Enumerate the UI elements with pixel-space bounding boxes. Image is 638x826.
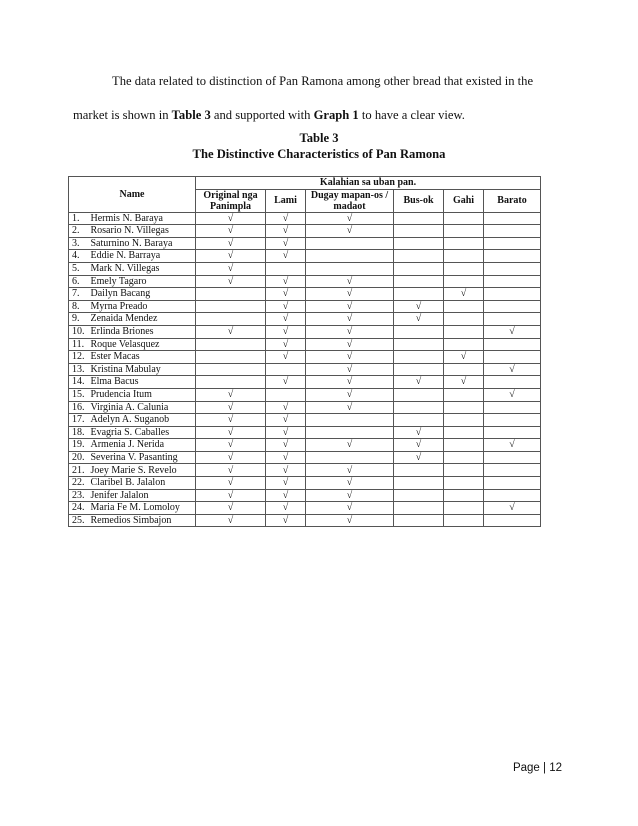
check-mark-cell: √ [196, 250, 266, 263]
check-mark-cell: √ [484, 325, 541, 338]
empty-cell [196, 376, 266, 389]
empty-cell [306, 451, 394, 464]
check-mark-cell: √ [266, 514, 306, 527]
empty-cell [484, 288, 541, 301]
table-row [69, 363, 541, 376]
table-row [69, 477, 541, 490]
row-number: 23. [69, 489, 89, 502]
check-mark-cell: √ [196, 237, 266, 250]
empty-cell [444, 477, 484, 490]
characteristics-table [68, 176, 541, 527]
empty-cell [444, 250, 484, 263]
check-mark-cell: √ [196, 477, 266, 490]
check-mark-cell: √ [266, 414, 306, 427]
empty-cell [444, 502, 484, 515]
respondent-name: Maria Fe M. Lomoloy [89, 502, 196, 515]
row-number: 10. [69, 325, 89, 338]
check-mark-cell: √ [306, 212, 394, 225]
empty-cell [444, 363, 484, 376]
check-mark-cell: √ [196, 414, 266, 427]
check-mark-cell: √ [306, 225, 394, 238]
intro-paragraph-line1: The data related to distinction of Pan Ramona among other bread that existed in the [112, 74, 534, 88]
intro-text: to have a clear view. [358, 108, 465, 122]
row-number: 7. [69, 288, 89, 301]
empty-cell [484, 225, 541, 238]
respondent-name: Roque Velasquez [89, 338, 196, 351]
empty-cell [484, 237, 541, 250]
group-header: Kalahian sa uban pan. [196, 177, 541, 190]
respondent-name: Virginia A. Calunia [89, 401, 196, 414]
empty-cell [394, 288, 444, 301]
check-mark-cell: √ [266, 250, 306, 263]
table-row [69, 338, 541, 351]
empty-cell [394, 262, 444, 275]
empty-cell [444, 451, 484, 464]
check-mark-cell: √ [394, 313, 444, 326]
check-mark-cell: √ [484, 502, 541, 515]
empty-cell [394, 401, 444, 414]
empty-cell [484, 414, 541, 427]
check-mark-cell: √ [266, 338, 306, 351]
empty-cell [484, 464, 541, 477]
column-header: Gahi [444, 189, 484, 212]
check-mark-cell: √ [306, 325, 394, 338]
intro-text: market is shown in [73, 108, 172, 122]
empty-cell [484, 275, 541, 288]
respondent-name: Dailyn Bacang [89, 288, 196, 301]
respondent-name: Emely Tagaro [89, 275, 196, 288]
respondent-name: Armenia J. Nerida [89, 439, 196, 452]
respondent-name: Saturnino N. Baraya [89, 237, 196, 250]
table-row [69, 288, 541, 301]
table-body [69, 212, 541, 527]
respondent-name: Rosario N. Villegas [89, 225, 196, 238]
empty-cell [196, 300, 266, 313]
check-mark-cell: √ [266, 401, 306, 414]
empty-cell [394, 502, 444, 515]
respondent-name: Mark N. Villegas [89, 262, 196, 275]
empty-cell [484, 300, 541, 313]
check-mark-cell: √ [444, 288, 484, 301]
empty-cell [394, 225, 444, 238]
empty-cell [444, 464, 484, 477]
check-mark-cell: √ [196, 451, 266, 464]
check-mark-cell: √ [394, 451, 444, 464]
table-row [69, 502, 541, 515]
empty-cell [484, 262, 541, 275]
check-mark-cell: √ [306, 477, 394, 490]
check-mark-cell: √ [306, 300, 394, 313]
empty-cell [394, 363, 444, 376]
check-mark-cell: √ [306, 338, 394, 351]
table-row [69, 325, 541, 338]
empty-cell [196, 363, 266, 376]
respondent-name: Erlinda Briones [89, 325, 196, 338]
empty-cell [266, 262, 306, 275]
respondent-name: Myrna Preado [89, 300, 196, 313]
row-number: 18. [69, 426, 89, 439]
empty-cell [484, 514, 541, 527]
table-row [69, 275, 541, 288]
empty-cell [444, 514, 484, 527]
empty-cell [266, 388, 306, 401]
check-mark-cell: √ [196, 388, 266, 401]
row-number: 20. [69, 451, 89, 464]
check-mark-cell: √ [196, 489, 266, 502]
check-mark-cell: √ [196, 464, 266, 477]
check-mark-cell: √ [266, 439, 306, 452]
check-mark-cell: √ [266, 225, 306, 238]
table-title: The Distinctive Characteristics of Pan Ramona [192, 147, 446, 161]
check-mark-cell: √ [266, 351, 306, 364]
table-row [69, 237, 541, 250]
intro-paragraph-line2 [73, 108, 573, 123]
check-mark-cell: √ [306, 376, 394, 389]
table-row [69, 451, 541, 464]
respondent-name: Elma Bacus [89, 376, 196, 389]
respondent-name: Severina V. Pasanting [89, 451, 196, 464]
empty-cell [484, 489, 541, 502]
check-mark-cell: √ [484, 363, 541, 376]
check-mark-cell: √ [394, 426, 444, 439]
empty-cell [484, 426, 541, 439]
empty-cell [484, 313, 541, 326]
empty-cell [306, 262, 394, 275]
empty-cell [484, 250, 541, 263]
empty-cell [484, 451, 541, 464]
check-mark-cell: √ [266, 376, 306, 389]
column-header: Lami [266, 189, 306, 212]
row-number: 12. [69, 351, 89, 364]
empty-cell [196, 288, 266, 301]
check-mark-cell: √ [306, 514, 394, 527]
check-mark-cell: √ [394, 439, 444, 452]
name-header: Name [69, 177, 196, 213]
empty-cell [394, 351, 444, 364]
check-mark-cell: √ [266, 489, 306, 502]
table-row [69, 414, 541, 427]
row-number: 8. [69, 300, 89, 313]
check-mark-cell: √ [266, 313, 306, 326]
table-row [69, 262, 541, 275]
row-number: 16. [69, 401, 89, 414]
empty-cell [196, 338, 266, 351]
row-number: 14. [69, 376, 89, 389]
respondent-name: Zenaida Mendez [89, 313, 196, 326]
empty-cell [484, 477, 541, 490]
row-number: 5. [69, 262, 89, 275]
check-mark-cell: √ [266, 325, 306, 338]
row-number: 9. [69, 313, 89, 326]
table-row [69, 313, 541, 326]
empty-cell [444, 212, 484, 225]
graph-reference: Graph 1 [313, 108, 359, 122]
empty-cell [196, 313, 266, 326]
respondent-name: Kristina Mabulay [89, 363, 196, 376]
empty-cell [484, 401, 541, 414]
empty-cell [306, 426, 394, 439]
check-mark-cell: √ [306, 288, 394, 301]
table-row [69, 250, 541, 263]
check-mark-cell: √ [394, 376, 444, 389]
empty-cell [394, 275, 444, 288]
row-number: 15. [69, 388, 89, 401]
row-number: 25. [69, 514, 89, 527]
check-mark-cell: √ [306, 313, 394, 326]
empty-cell [394, 388, 444, 401]
empty-cell [394, 464, 444, 477]
row-number: 22. [69, 477, 89, 490]
empty-cell [444, 414, 484, 427]
check-mark-cell: √ [266, 237, 306, 250]
check-mark-cell: √ [306, 351, 394, 364]
check-mark-cell: √ [196, 275, 266, 288]
table-row [69, 489, 541, 502]
check-mark-cell: √ [196, 502, 266, 515]
check-mark-cell: √ [306, 464, 394, 477]
check-mark-cell: √ [306, 388, 394, 401]
row-number: 1. [69, 212, 89, 225]
empty-cell [444, 313, 484, 326]
row-number: 24. [69, 502, 89, 515]
check-mark-cell: √ [266, 502, 306, 515]
empty-cell [266, 363, 306, 376]
row-number: 3. [69, 237, 89, 250]
check-mark-cell: √ [394, 300, 444, 313]
empty-cell [484, 376, 541, 389]
empty-cell [394, 325, 444, 338]
check-mark-cell: √ [196, 225, 266, 238]
table-row [69, 212, 541, 225]
check-mark-cell: √ [306, 489, 394, 502]
empty-cell [444, 275, 484, 288]
empty-cell [484, 351, 541, 364]
table-row [69, 388, 541, 401]
check-mark-cell: √ [196, 212, 266, 225]
check-mark-cell: √ [306, 502, 394, 515]
empty-cell [394, 250, 444, 263]
table-header-row [69, 177, 541, 190]
column-header: Original nga Panimpla [196, 189, 266, 212]
respondent-name: Remedios Simbajon [89, 514, 196, 527]
check-mark-cell: √ [266, 300, 306, 313]
respondent-name: Eddie N. Barraya [89, 250, 196, 263]
check-mark-cell: √ [484, 439, 541, 452]
row-number: 4. [69, 250, 89, 263]
empty-cell [444, 237, 484, 250]
table-row [69, 300, 541, 313]
empty-cell [394, 514, 444, 527]
check-mark-cell: √ [196, 426, 266, 439]
table-row [69, 351, 541, 364]
row-number: 11. [69, 338, 89, 351]
empty-cell [394, 212, 444, 225]
check-mark-cell: √ [484, 388, 541, 401]
empty-cell [484, 338, 541, 351]
empty-cell [306, 414, 394, 427]
row-number: 21. [69, 464, 89, 477]
check-mark-cell: √ [196, 401, 266, 414]
table-row [69, 426, 541, 439]
empty-cell [444, 401, 484, 414]
table-row [69, 376, 541, 389]
respondent-name: Adelyn A. Suganob [89, 414, 196, 427]
respondent-name: Claribel B. Jalalon [89, 477, 196, 490]
row-number: 17. [69, 414, 89, 427]
respondent-name: Joey Marie S. Revelo [89, 464, 196, 477]
table-row [69, 401, 541, 414]
intro-text: and supported with [210, 108, 314, 122]
check-mark-cell: √ [266, 275, 306, 288]
empty-cell [306, 237, 394, 250]
check-mark-cell: √ [306, 275, 394, 288]
empty-cell [444, 489, 484, 502]
respondent-name: Evagria S. Caballes [89, 426, 196, 439]
empty-cell [444, 388, 484, 401]
empty-cell [196, 351, 266, 364]
respondent-name: Prudencia Itum [89, 388, 196, 401]
row-number: 6. [69, 275, 89, 288]
check-mark-cell: √ [196, 262, 266, 275]
check-mark-cell: √ [266, 288, 306, 301]
table-reference: Table 3 [171, 108, 211, 122]
check-mark-cell: √ [306, 439, 394, 452]
check-mark-cell: √ [444, 351, 484, 364]
respondent-name: Hermis N. Baraya [89, 212, 196, 225]
check-mark-cell: √ [266, 451, 306, 464]
empty-cell [444, 426, 484, 439]
check-mark-cell: √ [266, 426, 306, 439]
check-mark-cell: √ [196, 439, 266, 452]
check-mark-cell: √ [196, 325, 266, 338]
empty-cell [394, 414, 444, 427]
check-mark-cell: √ [196, 514, 266, 527]
page-number: Page | 12 [512, 762, 562, 774]
empty-cell [394, 489, 444, 502]
column-header: Dugay mapan-os / madaot [306, 189, 394, 212]
check-mark-cell: √ [306, 363, 394, 376]
table-row [69, 464, 541, 477]
column-header: Bus-ok [394, 189, 444, 212]
empty-cell [444, 300, 484, 313]
empty-cell [484, 212, 541, 225]
empty-cell [394, 338, 444, 351]
empty-cell [306, 250, 394, 263]
check-mark-cell: √ [266, 212, 306, 225]
table-row [69, 439, 541, 452]
column-header: Barato [484, 189, 541, 212]
table-row [69, 514, 541, 527]
row-number: 13. [69, 363, 89, 376]
row-number: 19. [69, 439, 89, 452]
check-mark-cell: √ [444, 376, 484, 389]
row-number: 2. [69, 225, 89, 238]
respondent-name: Jenifer Jalalon [89, 489, 196, 502]
empty-cell [394, 237, 444, 250]
check-mark-cell: √ [266, 464, 306, 477]
empty-cell [394, 477, 444, 490]
empty-cell [444, 439, 484, 452]
empty-cell [444, 325, 484, 338]
check-mark-cell: √ [266, 477, 306, 490]
check-mark-cell: √ [306, 401, 394, 414]
empty-cell [444, 225, 484, 238]
table-number: Table 3 [299, 131, 339, 145]
empty-cell [444, 262, 484, 275]
empty-cell [444, 338, 484, 351]
table-row [69, 225, 541, 238]
respondent-name: Ester Macas [89, 351, 196, 364]
